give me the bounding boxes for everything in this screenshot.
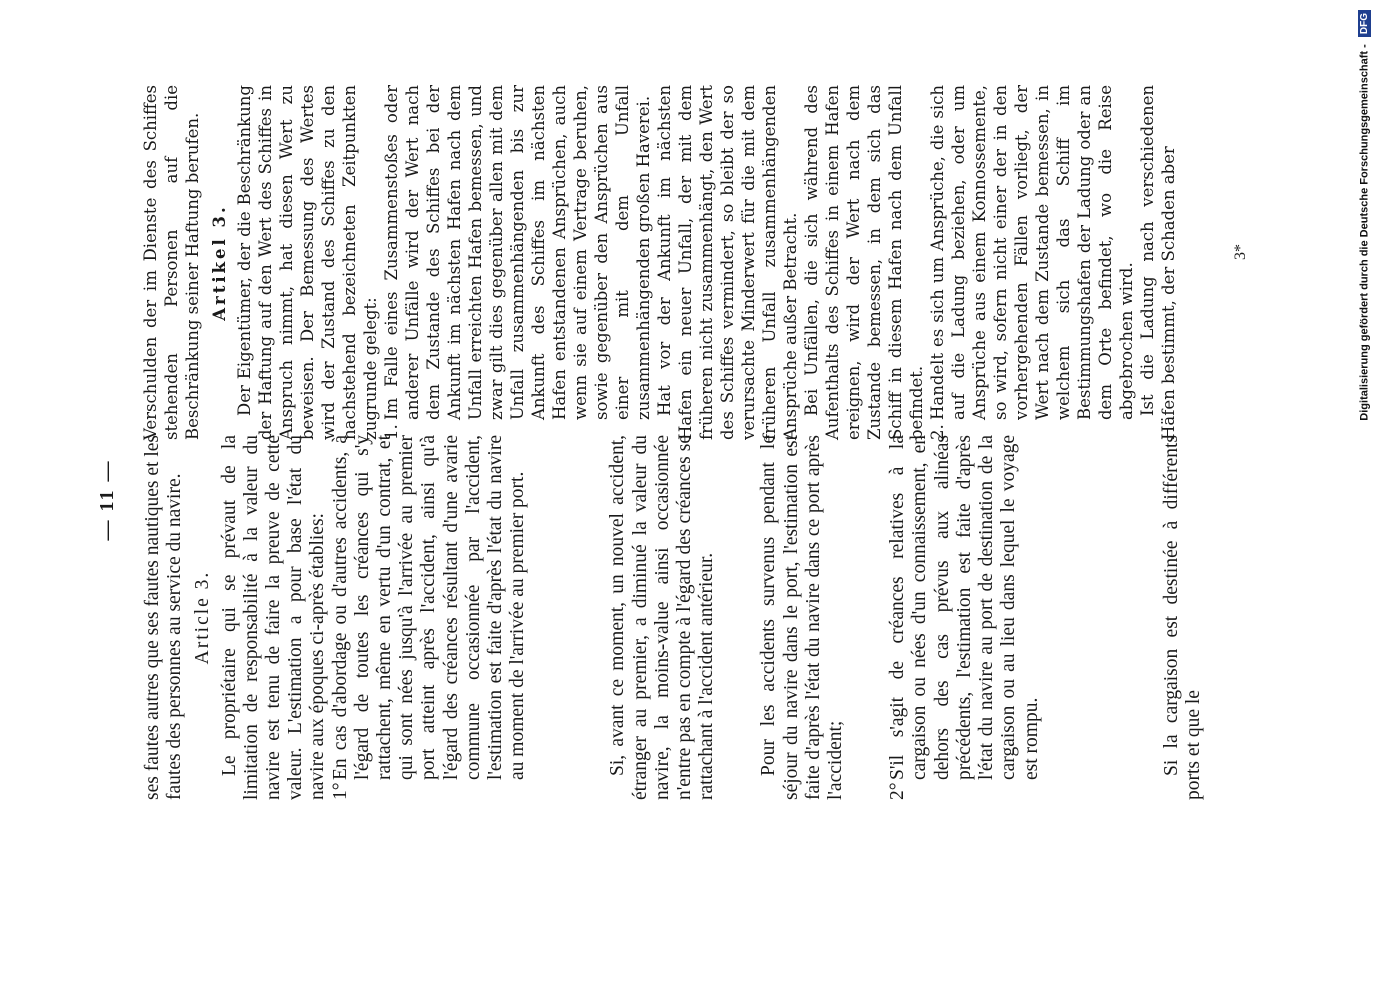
- french-item-1-text: En cas d'abordage ou d'autres accidents, à l'égard de toutes les créances qui s'y rattachent, même en vertu d'un contrat, et qui sont nées jusqu'à l'arrivée au premier port atteint après l'accident, ainsi qu'à l'égard des créances résultant d'une avarie commune occasionnée par l'accident, l'estimation est faite d'après l'état du navire au moment de l'arrivée au premier port.: [329, 435, 529, 780]
- french-column: [142, 435, 1205, 800]
- page-number: — 11 —: [96, 459, 118, 541]
- german-article-text: Der Eigentümer, der die Beschränkung der Haftung auf den Wert des Schiffes in Anspruch nimmt, hat diesen Wert zu beweisen. Der Bemessung des Wertes wird der Zustand des Schiffes zu den nachstehend bezeichneten Zeitpunkten zugrunde gelegt:: [235, 85, 380, 440]
- french-article-text: Le propriétaire qui se prévaut de la limitation de responsabilité à la valeur du navire est tenu de faire la preuve de cette valeur. L'estimation a pour base l'état du navire aux époques ci-après établies:: [218, 435, 329, 800]
- german-final-paragraph: Ist die Ladung nach verschiedenen Häfen bestimmt, der Schaden aber: [1138, 85, 1178, 440]
- german-item-1: [381, 85, 654, 440]
- spacer: [718, 435, 758, 800]
- digitization-credit: [1358, 10, 1371, 1000]
- spacer: [847, 435, 887, 800]
- french-item-1-number: 1°: [329, 782, 351, 800]
- french-item-2-text: S'il s'agit de créances relatives à la cargaison ou nées d'un connaissement, en dehors des cas prévus aux alinéas précédents, l'estimation est faite d'après l'état du navire au port de destination de la cargaison ou au lieu dans lequel le voyage est rompu.: [887, 435, 1042, 780]
- german-item-2-number: 2.: [928, 424, 947, 440]
- digitization-credit-text: Digitalisierung gefördert durch die Deutsche Forschungsgemeinschaft -: [1358, 44, 1371, 421]
- dfg-logo: DFG: [1358, 10, 1371, 37]
- french-item-2-number: 2°: [887, 782, 909, 800]
- french-item-2: [887, 435, 1042, 800]
- spacer: [1043, 435, 1161, 800]
- german-article-heading: Artikel 3.: [210, 204, 229, 321]
- spacer: [529, 435, 607, 800]
- sheet-signature-mark: 3*: [1232, 244, 1249, 260]
- french-final-paragraph: Si la cargaison est destinée à différents ports et que le: [1160, 435, 1204, 800]
- french-article-heading: Article 3.: [192, 570, 214, 665]
- german-item-1-text: Im Falle eines Zusammenstoßes oder anderer Unfälle wird der Wert nach dem Zustande des Schiffes bei der Ankunft im nächsten Hafen nach dem Unfall erreichten Hafen bemessen, und zwar gilt dies gegenüber allen mit dem Unfall zusammenhängenden bis zur Ankunft des Schiffes im nächsten Hafen entstandenen Ansprüchen, auch wenn sie auf einem Vertrage beruhen, sowie gegenüber den Ansprüchen aus einer mit dem Unfall zusammenhängenden großen Haverei.: [382, 85, 653, 420]
- french-item-1: [330, 435, 530, 800]
- french-intro-paragraph: ses fautes autres que ses fautes nautiques et les fautes des personnes au service du navire.: [142, 435, 186, 800]
- german-intro-paragraph: Verschulden der im Dienste des Schiffes stehenden Personen auf die Beschränkung seiner Haftung berufen.: [141, 85, 202, 440]
- german-item-1-paragraph-3: Bei Unfällen, die sich während des Aufenthalts des Schiffes in einem Hafen ereignen, wird der Wert nach dem Zustande bemessen, in dem sich das Schiff in diesem Hafen nach dem Unfall befindet.: [802, 85, 926, 440]
- german-item-2: [927, 85, 1137, 440]
- french-item-1-paragraph-2: Si, avant ce moment, un nouvel accident, étranger au premier, a diminué la valeur du navire, la moins-value ainsi occasionnée n'entre pas en compte à l'égard des créances se rattachant à l'accident antérieur.: [607, 435, 718, 800]
- german-item-1-paragraph-2: Hat vor der Ankunft im nächsten Hafen ein neuer Unfall, der mit dem früheren nicht zusammenhängt, den Wert des Schiffes vermindert, so bleibt der so verursachte Minderwert für die mit dem früheren Unfall zusammenhängenden Ansprüche außer Betracht.: [655, 85, 800, 440]
- german-item-1-number: 1.: [382, 424, 401, 440]
- french-item-1-paragraph-3: Pour les accidents survenus pendant le séjour du navire dans le port, l'estimation est faite d'après l'état du navire dans ce port après l'accident;: [758, 435, 847, 800]
- german-item-2-text: Handelt es sich um Ansprüche, die sich auf die Ladung beziehen, oder um Ansprüche aus einem Konnossemente, so wird, sofern nicht einer der in den vorhergehenden Fällen vorliegt, der Wert nach dem Zustande bemessen, in welchem sich das Schiff im Bestimmungshafen der Ladung oder an dem Orte befindet, wo die Reise abgebrochen wird.: [928, 85, 1136, 420]
- german-column: [140, 85, 1179, 440]
